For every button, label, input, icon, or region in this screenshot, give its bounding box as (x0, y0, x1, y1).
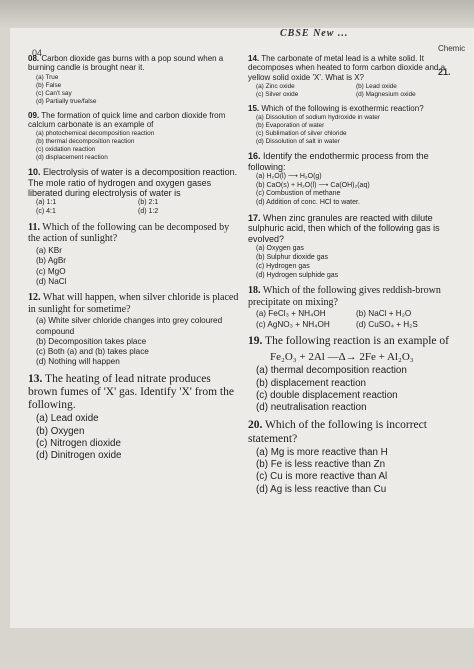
question-11 (28, 222, 240, 287)
next-page-edge (438, 44, 474, 77)
question-number: 17. (248, 212, 261, 223)
option-d: (d) neutralisation reaction (256, 401, 367, 413)
option-a: (a) 1:1 (36, 199, 57, 207)
option-b: (b) Evaporation of water (256, 122, 325, 130)
option-b: (b) Sulphur dioxide gas (256, 254, 328, 261)
question-text: Which of the following is exothermic reaction? (261, 103, 424, 113)
option-a: (a) Oxygen gas (256, 245, 304, 253)
options (256, 114, 456, 146)
option-a: (a) FeCl₃ + NH₄OH (256, 309, 326, 319)
question-14 (248, 54, 456, 99)
option-a: (a) Zinc oxide (256, 82, 295, 90)
option-c: (c) Cu is more reactive than Al (256, 471, 388, 483)
question-10 (28, 167, 240, 217)
option-d: (d) Ag is less reactive than Cu (256, 483, 387, 495)
option-d: (d) NaCl (36, 276, 67, 286)
option-c: (c) Nitrogen dioxide (36, 437, 121, 449)
question-text: The formation of quick lime and carbon dioxide from calcium carbonate is an example of (28, 110, 226, 129)
question-15 (248, 104, 456, 146)
question-08 (28, 54, 240, 106)
option-b: (b) 2:1 (138, 199, 159, 207)
option-a: (a) thermal decomposition reaction (256, 365, 407, 377)
option-b: (b) Decomposition takes place (36, 336, 147, 346)
question-number: 15. (248, 103, 260, 113)
option-c: (c) MgO (36, 266, 66, 276)
option-d: (d) Dinitrogen oxide (36, 450, 122, 462)
option-c: (c) Combustion of methane (256, 190, 341, 198)
option-b: (b) thermal decomposition reaction (36, 138, 135, 146)
options (36, 74, 240, 106)
option-d: (d) Dissolution of salt in water (256, 138, 340, 146)
running-header: CBSE New ... (280, 28, 349, 39)
option-b: (b) CaO(s) + H₂O(l) ⟶ Ca(OH)₂(aq) (256, 181, 370, 189)
option-c: (c) Hydrogen gas (256, 262, 310, 270)
options (36, 413, 240, 462)
option-d: (d) CuSO₄ + H₂S (356, 319, 418, 329)
option-c: (c) Can't say (36, 89, 72, 97)
question-text: Carbon dioxide gas burns with a pop sound when a burning candle is brought near it. (28, 54, 224, 73)
question-text: When zinc granules are reacted with dilute sulphuric acid, then which of the following gas is evolved? (248, 212, 440, 244)
option-d: (d) displacement reaction (36, 154, 108, 162)
right-column (248, 54, 456, 501)
question-13 (28, 373, 240, 463)
question-17 (248, 213, 456, 280)
question-number: 11. (28, 221, 40, 233)
option-a: (a) Lead oxide (36, 413, 99, 425)
question-19 (248, 335, 456, 414)
option-a: (a) H₂O(l) ⟶ H₂O(g) (256, 172, 322, 180)
option-c: (c) Sublimation of silver chloride (256, 130, 347, 138)
option-b: (b) Fe is less reactive than Zn (256, 459, 386, 471)
option-d: (d) Partially true/false (36, 97, 97, 105)
option-d: (d) Hydrogen sulphide gas (256, 271, 339, 279)
question-text: The heating of lead nitrate produces brown fumes of 'X' gas. Identify 'X' from the following. (28, 372, 234, 412)
option-c: (c) Silver oxide (256, 90, 299, 98)
question-text: The carbonate of metal lead is a white solid. It decomposes when heated to form carbon dioxide and a yellow solid oxide 'X'. What is X? (248, 54, 446, 82)
options (256, 83, 456, 99)
option-c: (c) double displacement reaction (256, 389, 398, 401)
book-page (10, 28, 474, 628)
reaction-equation: Fe₂O₃ + 2Al —Δ→ 2Fe + Al₂O₃ (270, 351, 414, 364)
left-column (28, 54, 240, 467)
question-text: Which of the following can be decomposed by the action of sunlight? (28, 221, 230, 245)
question-number: 14. (248, 54, 260, 63)
option-b: (b) Oxygen (36, 425, 85, 437)
option-a: (a) KBr (36, 246, 62, 256)
options (256, 447, 456, 496)
page-number: 04 (32, 48, 43, 58)
question-text: Which of the following is incorrect statement? (248, 419, 427, 445)
option-d: (d) 1:2 (138, 208, 159, 216)
top-shadow (0, 0, 474, 28)
question-number: 18. (248, 285, 261, 297)
options (256, 173, 456, 208)
question-09 (28, 111, 240, 163)
question-number: 10. (28, 167, 41, 178)
option-c: (c) AgNO₃ + NH₄OH (256, 319, 330, 329)
option-d: (d) Magnesium oxide (356, 90, 416, 98)
options (36, 316, 240, 367)
option-d: (d) Nothing will happen (36, 357, 120, 367)
option-b: (b) AgBr (36, 256, 67, 266)
options (36, 246, 240, 287)
option-b: (b) displacement reaction (256, 377, 366, 389)
question-20 (248, 419, 456, 496)
question-text: The following reaction is an example of (265, 334, 449, 347)
options (256, 365, 456, 414)
next-page-number: 21. (438, 67, 451, 77)
question-12 (28, 292, 240, 367)
option-c: (c) oxidation reaction (36, 146, 96, 154)
option-c: (c) 4:1 (36, 208, 56, 216)
options (36, 199, 240, 217)
options (256, 309, 456, 330)
options (256, 245, 456, 280)
question-number: 08. (28, 54, 40, 63)
question-number: 20. (248, 419, 263, 432)
question-number: 19. (248, 334, 263, 347)
option-d: (d) Addition of conc. HCl to water. (256, 199, 360, 207)
option-b: (b) False (36, 81, 62, 89)
question-number: 09. (28, 110, 40, 120)
option-b: (b) Lead oxide (356, 82, 397, 90)
question-text: Identify the endothermic process from the following: (248, 151, 429, 172)
question-number: 16. (248, 151, 261, 162)
question-number: 13. (28, 372, 43, 385)
question-18 (248, 285, 456, 330)
question-text: What will happen, when silver chloride is placed in sunlight for sometime? (28, 292, 239, 315)
option-b: (b) NaCl + H₂O (356, 309, 412, 319)
option-a: (a) Mg is more reactive than H (256, 446, 388, 458)
option-a: (a) True (36, 73, 59, 81)
question-text: Electrolysis of water is a decomposition reaction. The mole ratio of hydrogen and oxygen gases liberated during electrolysis of water is (28, 167, 238, 198)
options (36, 130, 240, 162)
option-a: (a) White silver chloride changes into grey coloured compound (36, 316, 223, 336)
option-c: (c) Both (a) and (b) takes place (36, 347, 149, 356)
question-number: 12. (28, 292, 41, 304)
next-page-heading: Chemic (438, 44, 466, 53)
question-16 (248, 151, 456, 208)
question-text: Which of the following gives reddish-brown precipitate on mixing? (248, 285, 441, 308)
option-a: (a) Dissolution of sodium hydroxide in water (256, 114, 380, 122)
option-a: (a) photochemical decomposition reaction (36, 130, 155, 138)
